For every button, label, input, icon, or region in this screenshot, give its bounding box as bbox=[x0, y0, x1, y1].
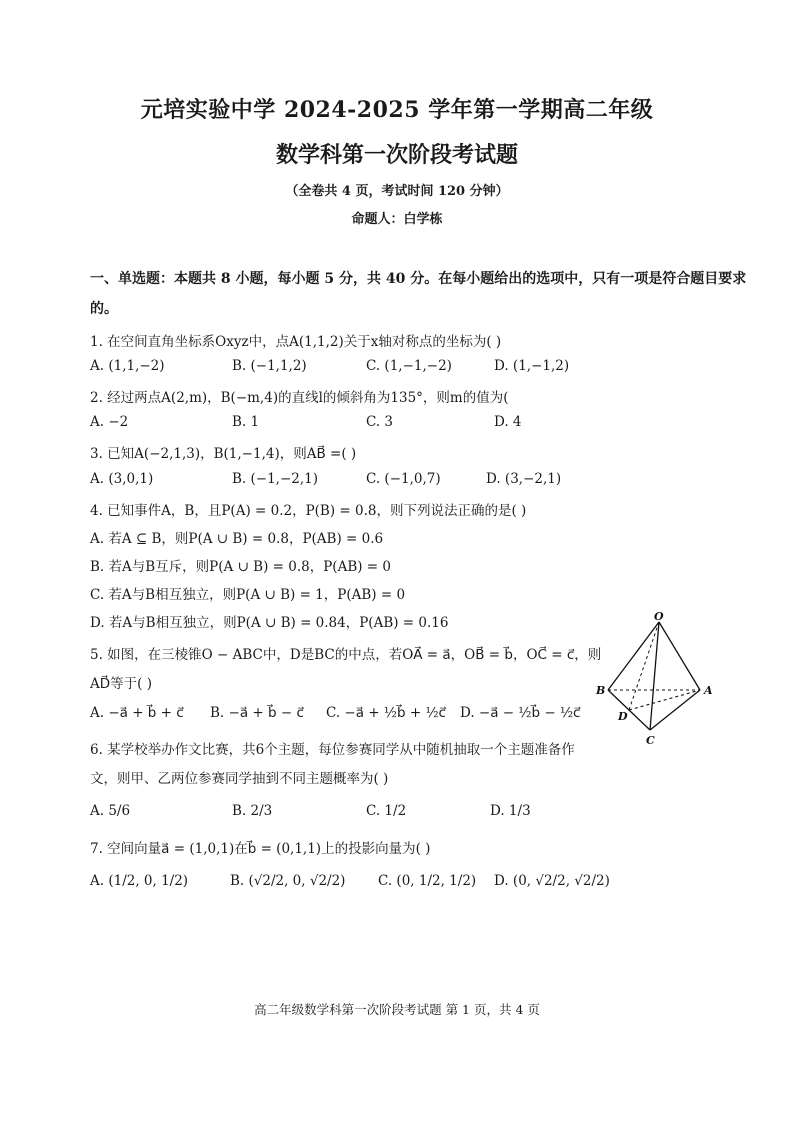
question-5-option-c: C. −a⃗ + ½b⃗ + ½c⃗ bbox=[326, 705, 446, 721]
question-1-option-d: D. (1,−1,2) bbox=[494, 358, 570, 374]
edge-oa bbox=[659, 622, 700, 690]
question-7-option-a: A. (1/2, 0, 1/2) bbox=[90, 873, 189, 889]
label-o: O bbox=[654, 610, 664, 623]
question-7-option-c: C. (0, 1/2, 1/2) bbox=[378, 873, 477, 889]
question-7-stem: 7. 空间向量a⃗ = (1,0,1)在b⃗ = (0,1,1)上的投影向量为( ) bbox=[90, 841, 431, 857]
question-6-option-d: D. 1/3 bbox=[490, 803, 531, 819]
question-7-option-d: D. (0, √2/2, √2/2) bbox=[494, 873, 610, 889]
question-6-option-a: A. 5/6 bbox=[90, 803, 131, 819]
tetrahedron-figure bbox=[592, 610, 722, 750]
question-2-option-a: A. −2 bbox=[90, 414, 129, 430]
question-6-option-b: B. 2/3 bbox=[232, 803, 273, 819]
question-5-option-b: B. −a⃗ + b⃗ − c⃗ bbox=[210, 705, 304, 721]
segment-od bbox=[629, 622, 659, 710]
question-2-option-c: C. 3 bbox=[366, 414, 394, 430]
question-4-option-c: C. 若A与B相互独立，则P(A ∪ B) = 1，P(AB) = 0 bbox=[90, 587, 406, 603]
exam-subject-title: 数学科第一次阶段考试题 bbox=[275, 142, 518, 168]
edge-ob bbox=[608, 622, 659, 690]
label-c: C bbox=[646, 734, 655, 747]
question-4-option-a: A. 若A ⊆ B，则P(A ∪ B) = 0.8，P(AB) = 0.6 bbox=[90, 531, 384, 547]
label-d: D bbox=[618, 710, 628, 723]
question-3-option-d: D. (3,−2,1) bbox=[486, 471, 562, 487]
question-1-option-a: A. (1,1,−2) bbox=[90, 358, 165, 374]
question-5-stem-cont: AD⃗等于( ) bbox=[90, 676, 152, 692]
question-3-option-b: B. (−1,−2,1) bbox=[232, 471, 319, 487]
question-3-stem: 3. 已知A(−2,1,3)，B(1,−1,4)，则AB⃗ =( ) bbox=[90, 446, 357, 462]
edge-ac bbox=[650, 690, 700, 730]
question-4-stem: 4. 已知事件A，B，且P(A) = 0.2，P(B) = 0.8，则下列说法正确的是( ) bbox=[90, 503, 527, 519]
question-2-option-d: D. 4 bbox=[494, 414, 522, 430]
question-5-option-a: A. −a⃗ + b⃗ + c⃗ bbox=[90, 705, 184, 721]
edge-oc bbox=[650, 622, 659, 730]
question-5-stem: 5. 如图，在三棱锥O − ABC中，D是BC的中点，若OA⃗ = a⃗，OB⃗ = b⃗，OC⃗ = c⃗，则 bbox=[90, 647, 602, 663]
question-2-stem: 2. 经过两点A(2,m)，B(−m,4)的直线l的倾斜角为135°，则m的值为( bbox=[90, 390, 509, 406]
question-1-option-c: C. (1,−1,−2) bbox=[366, 358, 452, 374]
question-7-option-b: B. (√2/2, 0, √2/2) bbox=[230, 873, 346, 889]
section-heading: 一、单选题：本题共 8 小题，每小题 5 分，共 40 分。在每小题给出的选项中，只有一项是符合题目要求 bbox=[90, 271, 747, 287]
question-6-option-c: C. 1/2 bbox=[366, 803, 407, 819]
exam-title: 元培实验中学 2024-2025 学年第一学期高二年级 bbox=[140, 97, 654, 123]
exam-info: （全卷共 4 页，考试时间 120 分钟） bbox=[285, 184, 509, 199]
question-4-option-b: B. 若A与B互斥，则P(A ∪ B) = 0.8，P(AB) = 0 bbox=[90, 559, 391, 575]
label-a: A bbox=[704, 684, 713, 697]
question-6-stem-cont: 文，则甲、乙两位参赛同学抽到不同主题概率为( ) bbox=[90, 771, 389, 787]
question-1-stem: 1. 在空间直角坐标系Oxyz中，点A(1,1,2)关于x轴对称点的坐标为( ) bbox=[90, 334, 502, 350]
section-heading-cont: 的。 bbox=[90, 301, 118, 317]
segment-ad bbox=[629, 690, 700, 710]
question-5-option-d: D. −a⃗ − ½b⃗ − ½c⃗ bbox=[460, 705, 581, 721]
question-4-option-d: D. 若A与B相互独立，则P(A ∪ B) = 0.84，P(AB) = 0.16 bbox=[90, 615, 449, 631]
label-b: B bbox=[596, 684, 606, 697]
question-3-option-a: A. (3,0,1) bbox=[90, 471, 154, 487]
question-3-option-c: C. (−1,0,7) bbox=[366, 471, 441, 487]
question-2-option-b: B. 1 bbox=[232, 414, 260, 430]
page-footer: 高二年级数学科第一次阶段考试题 第 1 页，共 4 页 bbox=[254, 1002, 540, 1017]
question-1-option-b: B. (−1,1,2) bbox=[232, 358, 307, 374]
question-6-stem: 6. 某学校举办作文比赛，共6个主题，每位参赛同学从中随机抽取一个主题准备作 bbox=[90, 742, 575, 758]
exam-author: 命题人：白学栋 bbox=[351, 212, 443, 227]
